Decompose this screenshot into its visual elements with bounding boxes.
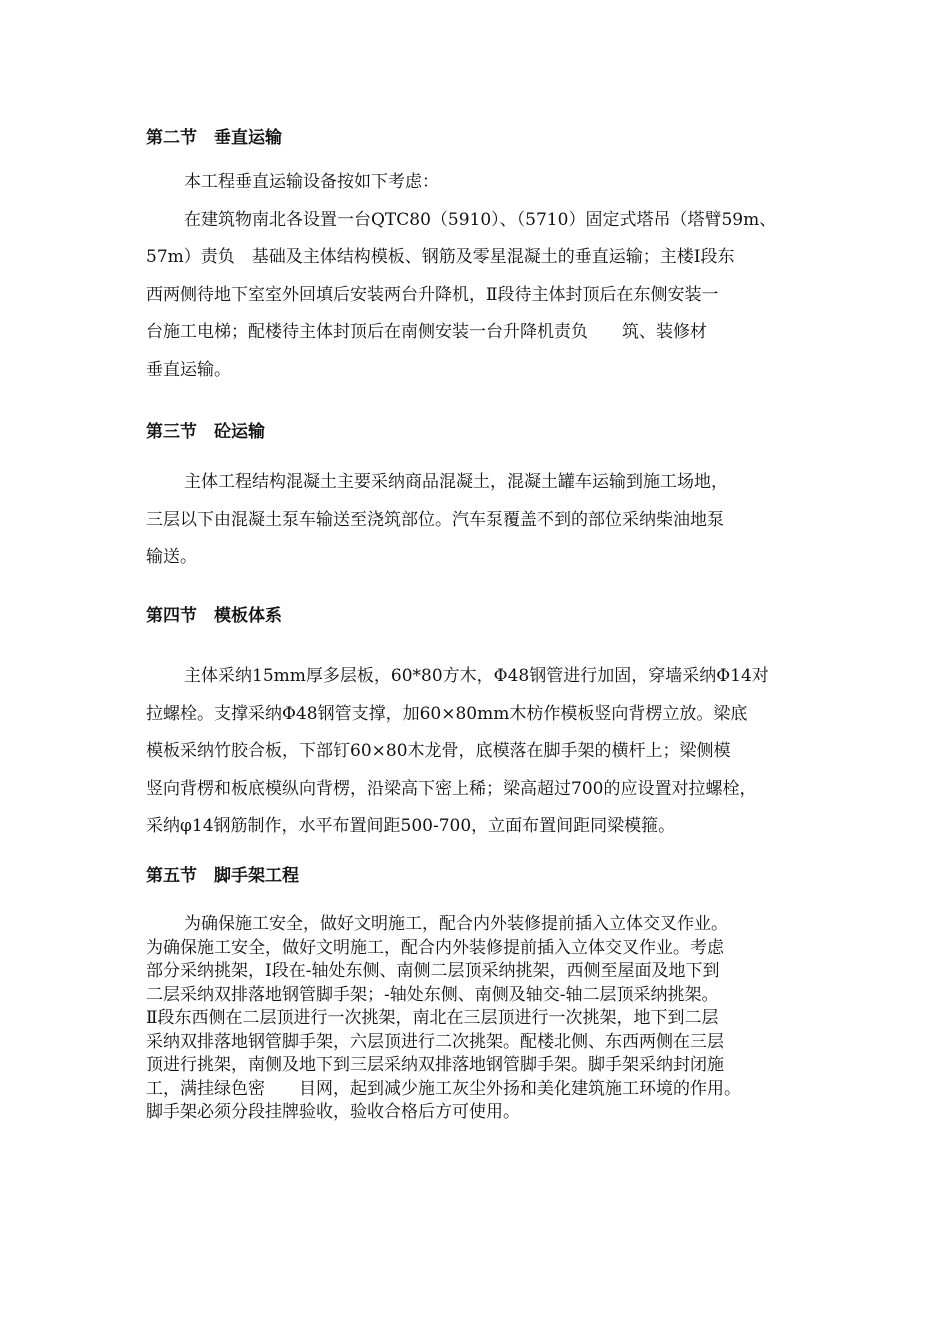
text-line: 部分采纳挑架，Ⅰ段在-轴处东侧、南侧二层顶采纳挑架，西侧至屋面及地下到 — [146, 961, 720, 981]
text-line: 主体采纳15mm厚多层板，60*80方木，Φ48钢管进行加固，穿墙采纳Φ14对 — [184, 666, 769, 686]
section-heading: 第四节 模板体系 — [146, 606, 282, 626]
text-line: 采纳双排落地钢管脚手架，六层顶进行二次挑架。配楼北侧、东西两侧在三层 — [146, 1031, 724, 1052]
text-line: 西两侧待地下室室外回填后安装两台升降机，Ⅱ段待主体封顶后在东侧安装一 — [146, 284, 719, 305]
text-line: 拉螺栓。支撑采纳Φ48钢管支撑，加60×80mm木枋作模板竖向背楞立放。梁底 — [146, 703, 748, 724]
text-line: 三层以下由混凝土泵车输送至浇筑部位。汽车泵覆盖不到的部位采纳柴油地泵 — [146, 509, 724, 530]
section-formwork — [146, 604, 826, 846]
section-heading: 第五节 脚手架工程 — [146, 866, 299, 886]
text-line: 竖向背楞和板底模纵向背楞，沿梁高下密上稀；梁高超过700的应设置对拉螺栓， — [146, 778, 757, 799]
text-line: Ⅱ段东西侧在二层顶进行一次挑架，南北在三层顶进行一次挑架，地下到二层 — [146, 1008, 719, 1028]
text-line: 本工程垂直运输设备按如下考虑： — [184, 172, 439, 192]
section-body — [146, 913, 826, 1125]
text-line: 垂直运输。 — [146, 359, 231, 380]
text-line: 在建筑物南北各设置一台QTC80（5910）、（5710）固定式塔吊（塔臂59m、 — [184, 209, 777, 230]
text-line: 主体工程结构混凝土主要采纳商品混凝土，混凝土罐车运输到施工场地， — [184, 472, 728, 492]
text-line: 台施工电梯；配楼待主体封顶后在南侧安装一台升降机责负 筑、装修材 — [146, 322, 707, 342]
text-line: 工，满挂绿色密 目网，起到减少施工灰尘外扬和美化建筑施工环境的作用。 — [146, 1078, 741, 1099]
section-body — [146, 464, 826, 577]
section-scaffolding — [146, 864, 826, 1125]
section-heading: 第三节 砼运输 — [146, 422, 265, 442]
section-heading: 第二节 垂直运输 — [146, 128, 282, 148]
text-line: 脚手架必须分段挂牌验收，验收合格后方可使用。 — [146, 1102, 520, 1122]
text-line: 57m）责负 基础及主体结构模板、钢筋及零星混凝土的垂直运输；主楼Ⅰ段东 — [146, 247, 735, 267]
text-line: 模板采纳竹胶合板，下部钉60×80木龙骨，底模落在脚手架的横杆上；梁侧模 — [146, 741, 731, 761]
text-line: 为确保施工安全，做好文明施工，配合内外装修提前插入立体交叉作业。 — [184, 914, 728, 934]
section-body — [146, 164, 826, 389]
text-line: 为确保施工安全，做好文明施工，配合内外装修提前插入立体交叉作业。考虑 — [146, 937, 724, 958]
section-concrete-transport — [146, 420, 826, 577]
section-body — [146, 658, 826, 846]
text-line: 顶进行挑架，南侧及地下到三层采纳双排落地钢管脚手架。脚手架采纳封闭施 — [146, 1055, 724, 1075]
text-line: 二层采纳双排落地钢管脚手架；-轴处东侧、南侧及轴交-轴二层顶采纳挑架。 — [146, 984, 719, 1005]
section-vertical-transport — [146, 126, 826, 389]
text-line: 输送。 — [146, 547, 197, 567]
text-line: 采纳φ14钢筋制作，水平布置间距500-700，立面布置间距同梁模箍。 — [146, 816, 676, 836]
